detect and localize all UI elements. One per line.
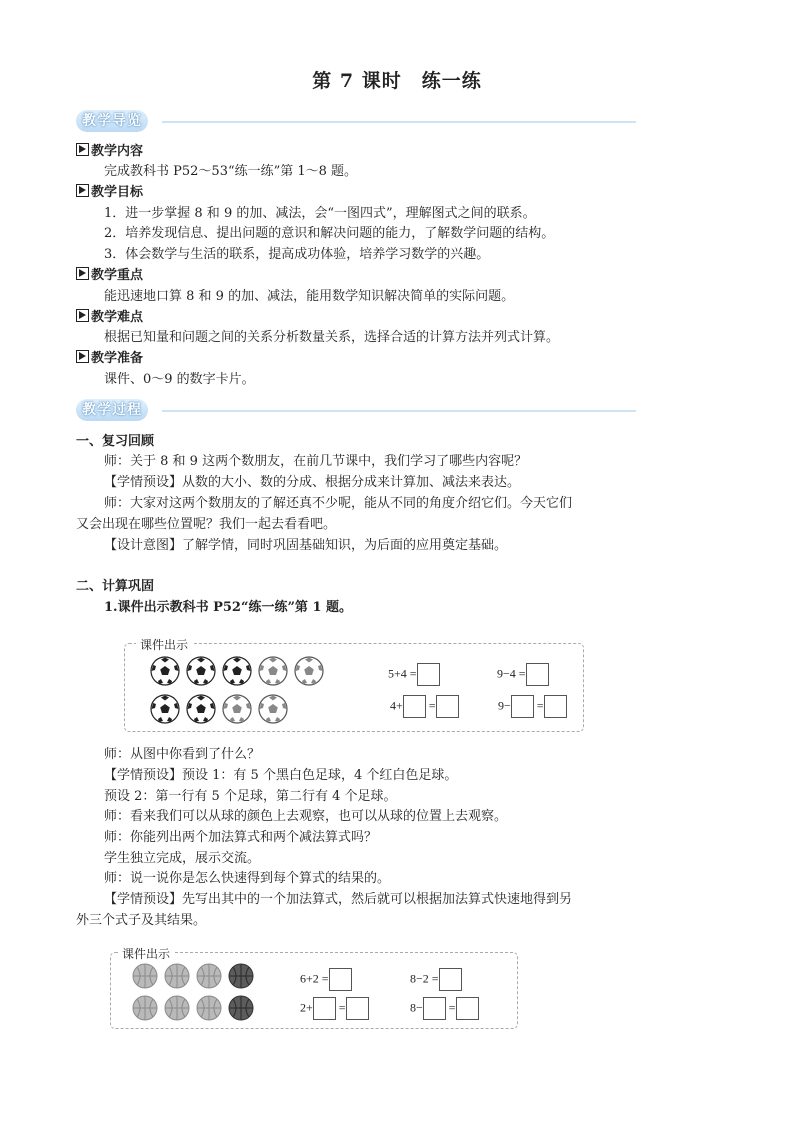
equation-add-1: 6+2 = — [300, 968, 352, 991]
heading-prep: 教学准备 — [76, 350, 143, 368]
courseware-tag: 课件出示 — [136, 636, 192, 653]
soccer-ball-light-icon — [295, 657, 323, 685]
answer-box[interactable] — [423, 997, 446, 1020]
text-q2: 【学情预设】预设 1：有 5 个黑白色足球，4 个红白色足球。 — [104, 768, 458, 783]
answer-box[interactable] — [403, 695, 426, 718]
soccer-ball-light-icon — [223, 695, 251, 723]
triangle-bullet-icon — [76, 350, 89, 363]
heading-difficulty: 教学难点 — [76, 309, 143, 327]
answer-box[interactable] — [417, 663, 440, 686]
triangle-bullet-icon — [76, 267, 89, 280]
basketball-dark-icon — [229, 996, 253, 1020]
basketball-light-icon — [133, 996, 157, 1020]
basketball-light-icon — [197, 996, 221, 1020]
text-review-2: 【学情预设】从数的大小、数的分成、根据分成来计算加、减法来表达。 — [104, 475, 521, 490]
text-goal-1: 1．进一步掌握 8 和 9 的加、减法，会“一图四式”，理解图式之间的联系。 — [104, 206, 536, 221]
text-q6: 学生独立完成，展示交流。 — [104, 851, 261, 866]
answer-box[interactable] — [526, 663, 549, 686]
soccer-ball-light-icon — [259, 695, 287, 723]
text-prep: 课件、0～9 的数字卡片。 — [104, 372, 255, 387]
text-q5: 师：你能列出两个加法算式和两个减法算式吗？ — [104, 830, 378, 845]
text-goal-2: 2．培养发现信息、提出问题的意识和解决问题的能力，了解数学问题的结构。 — [104, 226, 555, 241]
basketball-group — [132, 963, 258, 1023]
triangle-bullet-icon — [76, 184, 89, 197]
answer-box[interactable] — [436, 695, 459, 718]
equation-add-1: 5+4 = — [388, 663, 440, 686]
heading-key: 教学重点 — [76, 267, 143, 285]
soccer-ball-icon — [187, 657, 215, 685]
answer-box[interactable] — [346, 997, 369, 1020]
answer-box[interactable] — [511, 695, 534, 718]
section-divider — [162, 121, 636, 123]
text-q1: 师：从图中你看到了什么？ — [104, 747, 261, 762]
text-q7: 师：说一说你是怎么快速得到每个算式的结果的。 — [104, 871, 391, 886]
text-q4: 师：看来我们可以从球的颜色上去观察，也可以从球的位置上去观察。 — [104, 809, 508, 824]
heading-content: 教学内容 — [76, 143, 143, 161]
soccer-ball-icon — [151, 657, 179, 685]
text-review-4: 又会出现在哪些位置呢？我们一起去看看吧。 — [76, 517, 337, 532]
text-q8: 【学情预设】先写出其中的一个加法算式，然后就可以根据加法算式快速地得到另 — [104, 892, 573, 907]
basketball-dark-icon — [229, 964, 253, 988]
equation-add-2: 4+ = — [390, 695, 459, 718]
equation-sub-2: 9− = — [498, 695, 567, 718]
section-banner-process — [76, 399, 636, 421]
section-label-process: 教学过程 — [76, 399, 148, 421]
answer-box[interactable] — [456, 997, 479, 1020]
soccer-ball-icon — [151, 695, 179, 723]
basketball-light-icon — [165, 964, 189, 988]
text-review-1: 师：关于 8 和 9 这两个数朋友，在前几节课中，我们学习了哪些内容呢？ — [104, 454, 528, 469]
soccer-ball-group — [150, 656, 330, 726]
basketball-light-icon — [165, 996, 189, 1020]
soccer-ball-icon — [187, 695, 215, 723]
equation-sub-1: 9−4 = — [497, 663, 549, 686]
soccer-ball-light-icon — [259, 657, 287, 685]
text-q9: 外三个式子及其结果。 — [76, 913, 207, 928]
heading-review: 一、复习回顾 — [76, 434, 155, 449]
equation-add-2: 2+ = — [300, 997, 369, 1020]
text-q3: 预设 2：第一行有 5 个足球，第二行有 4 个足球。 — [104, 789, 397, 804]
text-difficulty: 根据已知量和问题之间的关系分析数量关系，选择合适的计算方法并列式计算。 — [104, 330, 560, 345]
basketball-light-icon — [133, 964, 157, 988]
answer-box[interactable] — [544, 695, 567, 718]
courseware-tag: 课件出示 — [118, 945, 174, 962]
answer-box[interactable] — [439, 968, 462, 991]
text-task: 1.课件出示教科书 P52“练一练”第 1 题。 — [104, 600, 353, 615]
page-title: 第 7 课时 练一练 — [312, 70, 482, 92]
text-goal-3: 3．体会数学与生活的联系，提高成功体验，培养学习数学的兴趣。 — [104, 247, 490, 262]
heading-calc: 二、计算巩固 — [76, 579, 155, 594]
answer-box[interactable] — [313, 997, 336, 1020]
text-key: 能迅速地口算 8 和 9 的加、减法，能用数学知识解决简单的实际问题。 — [104, 289, 515, 304]
heading-goal: 教学目标 — [76, 184, 143, 202]
section-banner-guide — [76, 110, 636, 132]
equation-sub-2: 8− = — [410, 997, 479, 1020]
section-label-guide: 教学导览 — [76, 110, 148, 132]
section-divider — [162, 410, 636, 412]
text-review-5: 【设计意图】了解学情，同时巩固基础知识，为后面的应用奠定基础。 — [104, 538, 508, 553]
triangle-bullet-icon — [76, 143, 89, 156]
soccer-ball-icon — [223, 657, 251, 685]
text-content: 完成教科书 P52～53“练一练”第 1～8 题。 — [104, 164, 358, 179]
triangle-bullet-icon — [76, 309, 89, 322]
text-review-3: 师：大家对这两个数朋友的了解还真不少呢，能从不同的角度介绍它们。今天它们 — [104, 496, 573, 511]
equation-sub-1: 8−2 = — [410, 968, 462, 991]
basketball-light-icon — [197, 964, 221, 988]
answer-box[interactable] — [329, 968, 352, 991]
